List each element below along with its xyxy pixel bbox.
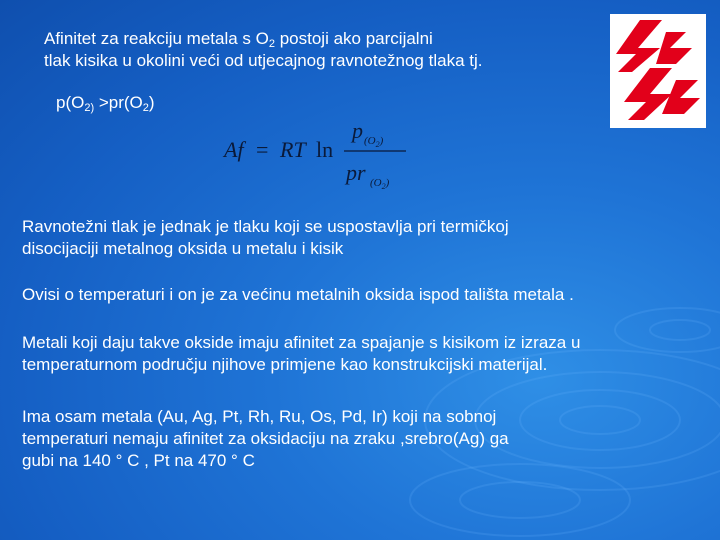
- condition-sub-1: 2): [84, 102, 95, 114]
- paragraph-noble-metals: [22, 406, 509, 472]
- intro-line1-sub: 2: [268, 38, 275, 50]
- formula-equals: =: [256, 137, 269, 162]
- intro-line1-a: Afinitet za reakciju metala s O: [44, 29, 269, 48]
- paragraph-line: Ovisi o temperaturi i on je za većinu metalnih oksida ispod tališta metala .: [22, 285, 574, 304]
- paragraph-line: gubi na 140 ° C , Pt na 470 ° C: [22, 451, 255, 470]
- intro-text: [44, 28, 482, 72]
- formula-denominator: pr: [346, 160, 366, 185]
- condition-line: [56, 92, 155, 114]
- intro-line2: tlak kisika u okolini veći od utjecajnog ravnotežnog tlaka tj.: [44, 51, 483, 70]
- logo: [610, 14, 706, 128]
- intro-line1-b: postoji ako parcijalni: [275, 29, 433, 48]
- condition-sub-2: 2: [142, 102, 149, 114]
- paragraph-metals: [22, 332, 580, 376]
- formula-denominator-sub: $(O_2)$: [370, 177, 390, 191]
- condition-part-b: >pr(O: [94, 93, 143, 112]
- formula-rt: RT: [280, 137, 306, 162]
- paragraph-line: temperaturnom području njihove primjene kao konstrukcijski materijal.: [22, 355, 548, 374]
- paragraph-line: Ravnotežni tlak je jednak je tlaku koji se uspostavlja pri termičkoj: [22, 217, 509, 236]
- paragraph-line: Ima osam metala (Au, Ag, Pt, Rh, Ru, Os, Pd, Ir) koji na sobnoj: [22, 407, 497, 426]
- paragraph-equilibrium: [22, 216, 509, 260]
- paragraph-line: temperaturi nemaju afinitet za oksidaciju na zraku ,srebro(Ag) ga: [22, 429, 509, 448]
- formula-numerator-sub: $(O_2)$: [364, 135, 384, 149]
- condition-part-a: p(O: [56, 93, 85, 112]
- logo-icon: [610, 14, 706, 128]
- condition-part-c: ): [148, 93, 155, 112]
- paragraph-temperature: [22, 284, 574, 306]
- formula-numerator: p: [352, 118, 363, 143]
- formula-ln: ln: [316, 137, 334, 162]
- affinity-formula: [220, 118, 420, 193]
- formula-lhs: Af: [224, 137, 244, 162]
- paragraph-line: disocijaciji metalnog oksida u metalu i kisik: [22, 239, 344, 258]
- paragraph-line: Metali koji daju takve okside imaju afinitet za spajanje s kisikom iz izraza u: [22, 333, 581, 352]
